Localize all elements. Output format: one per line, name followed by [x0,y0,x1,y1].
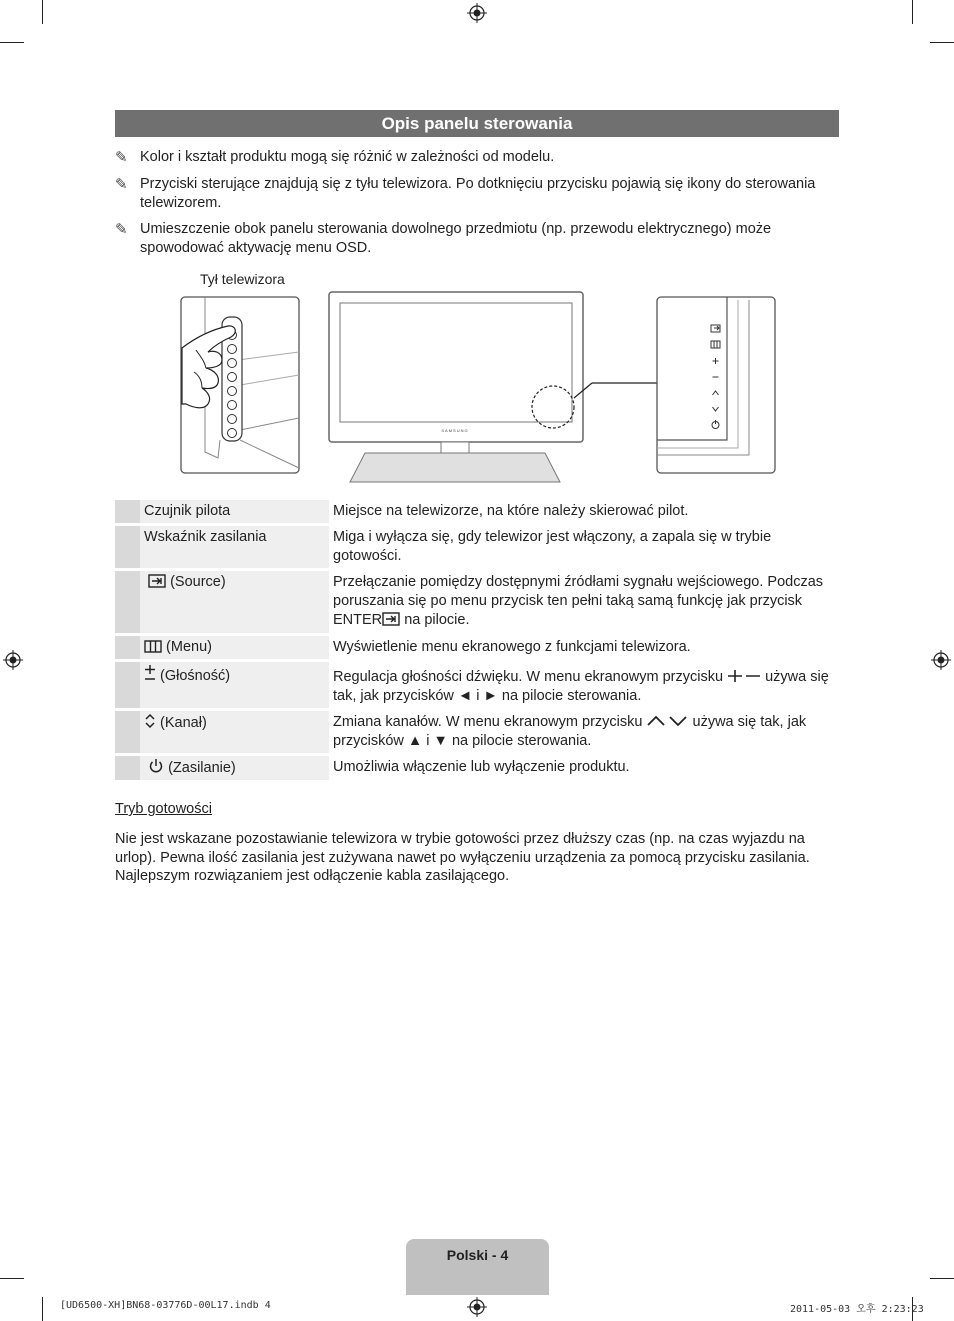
row-marker [115,636,140,659]
control-name-text: Wskaźnik zasilania [144,529,267,545]
plus-minus-icon [727,669,761,683]
page-number-tab: Polski - 4 [406,1239,549,1295]
channel-up-down-icon [144,713,156,729]
control-name [140,662,329,708]
control-name [140,571,329,633]
registration-mark-icon [467,1297,487,1317]
control-name-text: (Głośność) [160,668,231,684]
print-footer-file: [UD6500-XH]BN68-03776D-00L17.indb 4 [60,1300,271,1311]
row-marker [115,662,140,708]
control-description [329,756,839,780]
registration-mark-icon [3,650,23,670]
control-description-table [115,497,839,783]
control-description-text: używa się tak, jak przycisków ▲ i ▼ na pilocie sterowania. [333,714,807,749]
standby-heading: Tryb gotowości [115,801,212,817]
enter-label: ENTER [333,612,383,628]
table-row [115,711,839,753]
chevron-up-down-icon [646,714,688,728]
control-description [329,500,839,523]
control-name [140,711,329,753]
note-pencil-icon: ✎ [115,149,128,166]
control-description-text: Miejsce na telewizorze, na które należy skierować pilot. [333,503,689,519]
control-panel-diagram [0,0,954,500]
crop-mark [930,1278,954,1279]
section-title: Opis panelu sterowania [115,110,839,137]
control-panel-zoom-illustration [657,297,775,473]
control-name-text: (Source) [170,574,226,590]
note-text: Kolor i kształt produktu mogą się różnić w zależności od modelu. [140,149,555,165]
note-pencil-icon: ✎ [115,221,128,238]
table-row [115,526,839,568]
control-name-text: (Menu) [166,639,212,655]
control-description-text: Wyświetlenie menu ekranowego z funkcjami telewizora. [333,639,691,655]
note-text: Przyciski sterujące znajdują się z tyłu telewizora. Po dotknięciu przycisku pojawią się ikony do sterowania telewizorem. [140,176,816,211]
control-name-text: (Kanał) [160,715,207,731]
crop-mark [0,1278,24,1279]
control-description [329,662,839,708]
control-description-text: Umożliwia włączenie lub wyłączenie produktu. [333,759,630,775]
print-footer-timestamp: 2011-05-03 오후 2:23:23 [790,1304,924,1315]
control-name-text: Czujnik pilota [144,503,231,519]
control-description-text: używa się tak, jak przycisków ◄ i ► na pilocie sterowania. [333,669,829,704]
table-row [115,571,839,633]
diagram-caption: Tył telewizora [200,271,285,287]
table-row [115,636,839,659]
row-marker [115,500,140,523]
control-description-text: Regulacja głośności dźwięku. W menu ekranowym przycisku [333,669,724,685]
row-marker [115,711,140,753]
control-name [140,756,329,780]
control-description [329,526,839,568]
table-row [115,500,839,523]
control-description [329,711,839,753]
note-pencil-icon: ✎ [115,176,128,193]
enter-icon [382,612,400,626]
control-description-text: Przełączanie pomiędzy dostępnymi źródłami sygnału wejściowego. Podczas poruszania się po menu przycisk ten pełni taką samą funkcję jak przycisk [333,574,824,609]
table-row [115,662,839,708]
row-marker [115,571,140,633]
row-marker [115,756,140,780]
row-marker [115,526,140,568]
control-description-text: Miga i wyłącza się, gdy telewizor jest włączony, a zapala się w trybie gotowości. [333,529,772,564]
control-description-text: na pilocie. [404,612,470,628]
control-description [329,636,839,659]
control-name [140,526,329,568]
control-name [140,500,329,523]
control-description-text: Zmiana kanałów. W menu ekranowym przycisku [333,714,643,730]
back-of-tv-illustration [181,297,299,473]
tv-brand-logo: SAMSUNG [441,428,469,433]
source-icon [148,574,166,588]
volume-plus-minus-icon [144,664,156,682]
crop-mark [42,1297,43,1321]
control-name [140,636,329,659]
tv-front-illustration [329,292,657,482]
standby-paragraph: Nie jest wskazane pozostawianie telewizora w trybie gotowości przez dłuższy czas (np. na czas wyjazdu na urlop). Pewna ilość zasilania jest zużywana nawet po wyłączeniu urządzenia za pomocą przycisku zasilania. Najlepszym rozwiązaniem jest odłączenie kabla zasilającego. [115,831,810,884]
control-description [329,571,839,633]
table-row [115,756,839,780]
menu-icon [144,640,162,653]
control-name-text: (Zasilanie) [168,760,236,776]
registration-mark-icon [931,650,951,670]
power-icon [148,758,164,774]
note-text: Umieszczenie obok panelu sterowania dowolnego przedmiotu (np. przewodu elektrycznego) może spowodować aktywację menu OSD. [140,221,772,256]
